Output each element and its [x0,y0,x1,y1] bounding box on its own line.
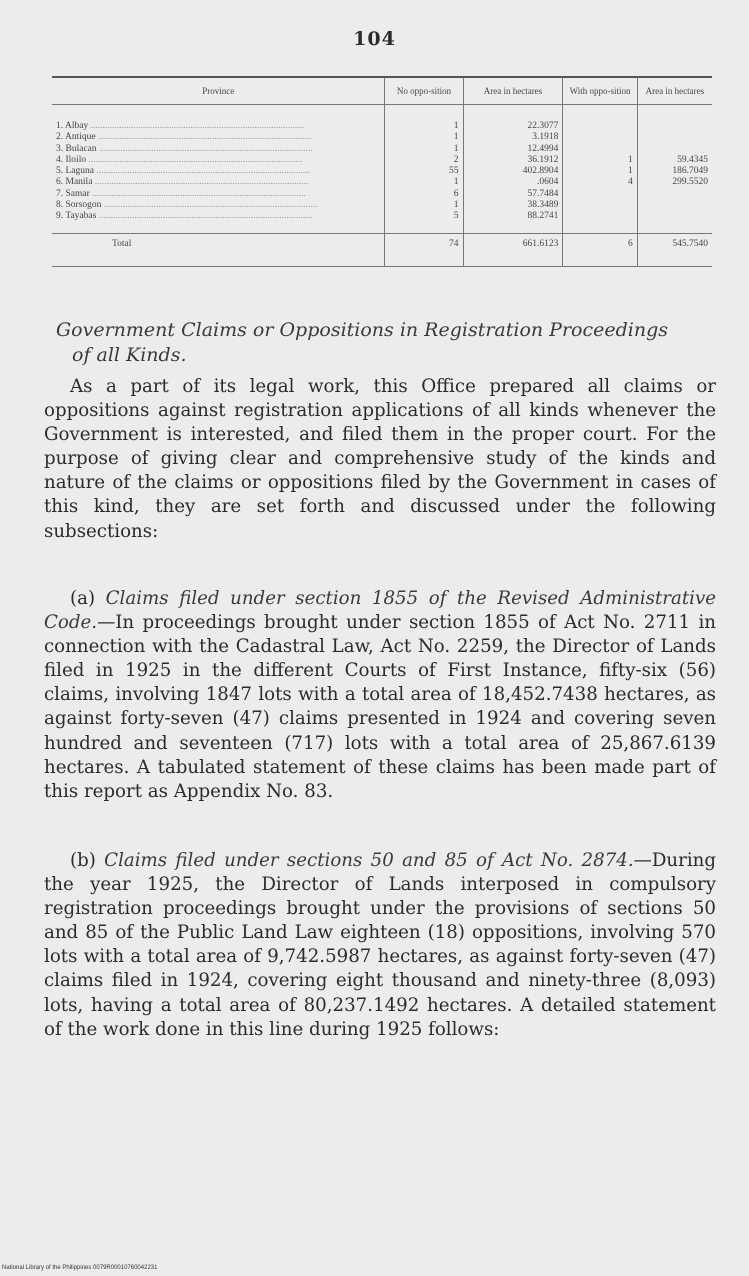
with-opposition-cell [563,200,637,211]
leader-dots: .......................................................................................... [92,177,309,188]
with-opposition-cell: 1 [563,155,637,166]
subsection-b-body: —During the year 1925, the Director of Lands interposed in compulsory registration proceedings brought under the provisions of sections 50 and 85 of the Public Land Law eighteen (18) oppositions, involving 570 lots with a total area of 9,742.5987 hectares, as against forty-seven (47) claims filed in 1924, covering eight thousand and ninety-three (8,093) lots, having a total area of 80,237.1492 hectares. A detailed statement of the work done in this line during 1925 follows: [44,850,716,1040]
table-header-row [52,77,712,105]
with-opposition-cell [563,211,637,233]
with-opposition-cell [563,144,637,155]
area2-cell: 299.5520 [637,177,712,188]
leader-dots: .......................................................................................... [101,200,318,211]
table-row [52,177,712,188]
province-cell: 8. Sorsogon .......................................................................................... [56,200,318,211]
province-table [52,76,712,267]
area-cell: 36.1912 [463,155,563,166]
total-area: 661.6123 [463,233,563,266]
table-row [52,105,712,133]
no-opposition-cell: 1 [385,200,463,211]
area2-cell [637,189,712,200]
table-row [52,189,712,200]
total-with-opposition: 6 [563,233,637,266]
area-cell: 88.2741 [463,211,563,233]
province-table-container [52,76,712,267]
area-cell: 402.8904 [463,166,563,177]
total-label: Total [52,233,385,266]
leader-dots: .......................................................................................... [86,154,303,165]
section-heading-line1: Government Claims or Oppositions in Registration Proceedings [56,319,669,341]
table-total-row [52,233,712,266]
footer-credit: National Library of the Philippines 0079R00010760042231 [2,1265,158,1271]
with-opposition-cell [563,105,637,133]
province-cell: 3. Bulacan .......................................................................................... [56,143,313,154]
area-cell: .0604 [463,177,563,188]
subsection-a-paragraph [44,587,716,804]
subsection-a-label: (a) [70,588,96,609]
area2-cell [637,144,712,155]
area-cell: 3.1918 [463,132,563,143]
leader-dots: .......................................................................................... [96,143,313,154]
table-row [52,155,712,166]
subsection-b-title: Claims filed under sections 50 and 85 of Act No. 2874. [104,850,634,871]
with-opposition-cell [563,132,637,143]
no-opposition-cell: 6 [385,189,463,200]
no-opposition-cell: 55 [385,166,463,177]
total-area-2: 545.7540 [637,233,712,266]
header-with-opposition: With oppo-sition [563,77,637,105]
subsection-a-title: Claims filed under section 1855 of the Revised Administrative Code. [44,588,716,634]
intro-text: As a part of its legal work, this Office prepared all claims or oppositions against registration applications of all kinds whenever the Government is interested, and filed them in the proper court. For the purpose of giving clear and comprehensive study of the kinds and nature of the claims or oppositions filed by the Government in cases of this kind, they are set forth and discussed under the following subsections: [44,376,716,542]
area2-cell [637,200,712,211]
area2-cell: 186.7049 [637,166,712,177]
subsection-b-paragraph [44,849,716,1042]
header-province: Province [52,77,385,105]
section-heading [56,318,716,368]
page-number: 104 [353,28,396,50]
area2-cell: 59.4345 [637,155,712,166]
leader-dots: .......................................................................................... [94,166,311,177]
area2-cell [637,132,712,143]
province-cell: 4. Iloilo .......................................................................................... [56,154,303,165]
leader-dots: .......................................................................................... [89,188,306,199]
section-heading-line2: of all Kinds. [72,344,187,366]
with-opposition-cell: 4 [563,177,637,188]
intro-paragraph [44,375,716,544]
province-cell: 5. Laguna .......................................................................................... [56,166,311,177]
table-row [52,211,712,233]
table-row [52,166,712,177]
area-cell: 57.7484 [463,189,563,200]
header-area-in-hectares-2: Area in hectares [637,77,712,105]
table-row [52,144,712,155]
subsection-a-body: —In proceedings brought under section 1855 of Act No. 2711 in connection with the Cadastral Law, Act No. 2259, the Director of Lands filed in 1925 in the different Courts of First Instance, fifty-six (56) claims, involving 1847 lots with a total area of 18,452.7438 hectares, as against forty-seven (47) claims presented in 1924 and covering seven hundred and seventeen (717) lots with a total area of 25,867.6139 hectares. A tabulated statement of these claims has been made part of this report as Appendix No. 83. [44,612,716,802]
area2-cell [637,211,712,233]
no-opposition-cell: 1 [385,132,463,143]
province-cell: 9. Tayabas .......................................................................................... [56,211,313,222]
province-cell: 1. Albay .......................................................................................... [56,121,305,131]
table-body [52,105,712,234]
province-cell: 6. Manila .......................................................................................... [56,177,309,188]
header-no-opposition: No oppo-sition [385,77,463,105]
no-opposition-cell: 1 [385,177,463,188]
province-cell: 2. Antique .......................................................................................... [56,132,312,143]
leader-dots: .......................................................................................... [95,132,312,143]
subsection-b-label: (b) [70,850,96,871]
area2-cell [637,105,712,133]
with-opposition-cell: 1 [563,166,637,177]
total-no-opposition: 74 [385,233,463,266]
leader-dots: .......................................................................................... [88,121,305,131]
no-opposition-cell: 5 [385,211,463,233]
province-cell: 7. Samar .......................................................................................... [56,188,306,199]
header-area-in-hectares: Area in hectares [463,77,563,105]
area-cell: 22.3077 [463,105,563,133]
area-cell: 38.3489 [463,200,563,211]
leader-dots: .......................................................................................... [96,211,313,222]
table-row [52,132,712,143]
no-opposition-cell: 1 [385,144,463,155]
no-opposition-cell: 2 [385,155,463,166]
table-row [52,200,712,211]
no-opposition-cell: 1 [385,105,463,133]
with-opposition-cell [563,189,637,200]
area-cell: 12.4994 [463,144,563,155]
